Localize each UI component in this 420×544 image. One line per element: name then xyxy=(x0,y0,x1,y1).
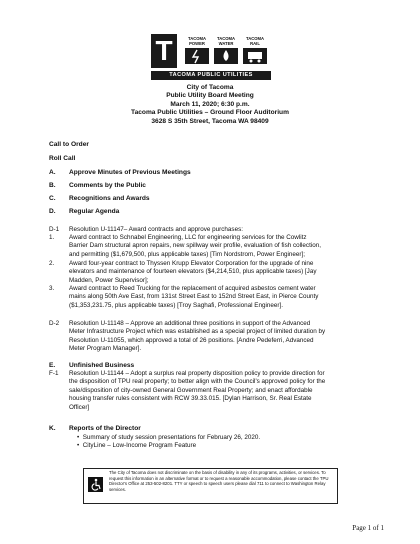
report-item-text: Summary of study session presentations for February 26, 2020. xyxy=(82,434,261,441)
notice-text: The City of Tacoma does not discriminate on the basis of disability in any of its programs, activities, or services. To request this information in an alternative format or to request a reasonable accommodation, please contact the TPU Director's Office at 253-502-8201. TTY or speech to speech users please dial 711 to connect to Washington Relay services. xyxy=(109,470,329,492)
d1-item3-line: Award contract to Reed Trucking for the replacement of acquired asbestos cement water xyxy=(69,285,316,292)
power-icon xyxy=(183,48,211,64)
d1-item3-line: ($1,353,231.75, plus applicable taxes) [Troy Saghafi, Professional Engineer]. xyxy=(69,301,283,309)
accessibility-icon xyxy=(88,477,103,492)
report-item: • CityLine – Low-Income Program Feature xyxy=(77,442,197,450)
section-c-title: Recognitions and Awards xyxy=(69,195,150,202)
d1-item2-line: Madden, Power Supervisor]; xyxy=(69,276,149,284)
d1-item2 xyxy=(69,260,399,285)
d1-item1-num: 1. xyxy=(49,234,55,241)
section-c-letter: C. xyxy=(49,195,56,202)
section-d-title: Regular Agenda xyxy=(69,208,120,215)
f1-line: housing transfer rules consistent with RCW 39.33.015. [Dylan Harrison, Sr. Real Estate xyxy=(69,395,312,403)
f1-body xyxy=(69,370,399,412)
d1-item3-line: mains along 50th Ave East, from 131st Street East to 152nd Street East, in Pierce County xyxy=(69,293,319,301)
section-b xyxy=(49,182,146,190)
tacoma-public-utilities-logo xyxy=(151,34,271,82)
header-board: Public Utility Board Meeting xyxy=(166,92,254,100)
section-b-title: Comments by the Public xyxy=(69,182,146,189)
f1-line: sale/disposition of city-owned General Government Real Property; and enact affordable xyxy=(69,386,313,394)
section-e-letter: E. xyxy=(49,362,56,369)
d1-item1-line: and permitting ($1,679,500, plus applicable taxes) [Tim Nordstrom, Power Engineer]; xyxy=(69,250,306,258)
logo-sub-rail: TACOMA RAIL xyxy=(245,36,265,46)
section-c xyxy=(49,195,150,203)
d2-line: Meter Infrastructure Project which was established as a special project of limited duration by xyxy=(69,328,326,336)
f1-line: the disposition of TPU real property; to better align with the Council's approved policy for the xyxy=(69,378,326,386)
call-to-order: Call to Order xyxy=(49,141,89,148)
accessibility-notice xyxy=(83,468,338,504)
d2-line: Meter Program Manager]. xyxy=(69,345,142,353)
section-d-letter: D. xyxy=(49,208,56,215)
section-k-title: Reports of the Director xyxy=(69,425,141,432)
d1-label: D-1 xyxy=(49,226,60,233)
f1-line: Officer] xyxy=(69,403,90,411)
d1-item2-line: elevators and maintenance of fourteen elevators ($4,214,510, plus applicable taxes) [Jay xyxy=(69,268,317,276)
logo-bar: TACOMA PUBLIC UTILITIES xyxy=(151,71,271,80)
section-a-letter: A. xyxy=(49,169,56,176)
section-a-title: Approve Minutes of Previous Meetings xyxy=(69,169,191,176)
report-item: • Summary of study session presentations for February 26, 2020. xyxy=(77,434,261,441)
d1-intro: Resolution U-11147– Award contracts and approve purchases: xyxy=(69,226,243,233)
f1-line: Resolution U-11144 – Adopt a surplus real property disposition policy to provide direction for xyxy=(69,370,325,377)
reports-list xyxy=(77,434,397,451)
d1-item2-line: Award four-year contract to Thyssen Krupp Elevator Corporation for the upgrade of nine xyxy=(69,260,314,267)
meeting-header xyxy=(0,84,420,126)
page-number: Page 1 of 1 xyxy=(352,524,384,532)
d1-item2-num: 2. xyxy=(49,260,55,267)
logo-sub-water: TACOMA WATER xyxy=(216,36,236,46)
logo-letter: T xyxy=(151,34,177,68)
section-d xyxy=(49,208,119,216)
d1-item3 xyxy=(69,285,399,310)
d2-line: Resolution U-11148 – Approve an additional three positions in support of the Advanced xyxy=(69,320,311,327)
d2-body xyxy=(69,320,399,354)
section-k-letter: K. xyxy=(49,425,56,432)
roll-call: Roll Call xyxy=(49,155,76,162)
d2-label: D-2 xyxy=(49,320,60,327)
logo-sub-power: TACOMA POWER xyxy=(187,36,207,46)
f1-label: F-1 xyxy=(49,370,59,377)
d1-item1-line: Award contract to Schnabel Engineering, LLC for engineering services for the Cowlitz xyxy=(69,234,307,241)
d1-item3-num: 3. xyxy=(49,285,55,292)
header-address: 3628 S 35th Street, Tacoma WA 98409 xyxy=(151,117,269,125)
section-k xyxy=(49,425,141,433)
header-city: City of Tacoma xyxy=(186,84,234,91)
report-item-text: CityLine – Low-Income Program Feature xyxy=(82,442,197,450)
d2-line: Resolution U-11055, which approved a total of 26 positions. [Andre Pedeferri, Advanced xyxy=(69,336,314,344)
header-location: Tacoma Public Utilities – Ground Floor Auditorium xyxy=(131,109,289,117)
header-datetime: March 11, 2020; 6:30 p.m. xyxy=(170,100,250,108)
section-b-letter: B. xyxy=(49,182,56,189)
section-a xyxy=(49,169,191,177)
water-icon xyxy=(212,48,240,64)
d1-item1-line: Barrier Dam structural apron repairs, new spillway weir profile, evaluation of fish collection, xyxy=(69,242,321,250)
d1-item1 xyxy=(69,234,399,259)
rail-icon xyxy=(241,48,269,64)
section-e-title: Unfinished Business xyxy=(69,362,135,369)
